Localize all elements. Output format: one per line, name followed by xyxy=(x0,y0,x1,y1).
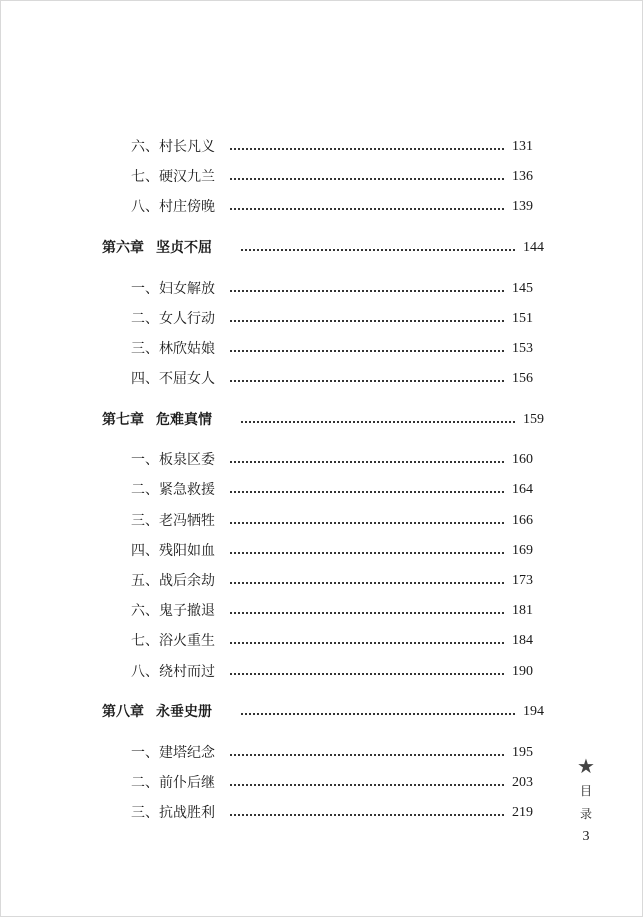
dot-leader xyxy=(230,147,504,150)
dot-leader xyxy=(230,783,504,786)
toc-entry-title: 八、村庄傍晚 xyxy=(131,199,215,215)
toc-chapter-heading[interactable] xyxy=(1,237,549,259)
toc-entry-title: 二、女人行动 xyxy=(131,311,215,327)
toc-entry-page: 194 xyxy=(523,704,544,719)
toc-entry[interactable] xyxy=(1,196,538,218)
chapter-number: 第八章 xyxy=(102,704,144,720)
dot-leader xyxy=(230,207,504,210)
dot-leader xyxy=(241,712,515,715)
toc-entry[interactable] xyxy=(1,802,538,824)
toc-entry-title: 三、林欣姑娘 xyxy=(131,341,215,357)
dot-leader xyxy=(230,753,504,756)
toc-entry-title: 二、前仆后继 xyxy=(131,775,215,791)
toc-entry-page: 156 xyxy=(512,371,533,386)
toc-entry-page: 136 xyxy=(512,169,533,184)
page-number: 3 xyxy=(582,829,590,844)
toc-entry-page: 181 xyxy=(512,603,533,618)
toc-entry-page: 160 xyxy=(512,452,533,467)
toc-entry[interactable] xyxy=(1,661,538,683)
side-label-char: 录 xyxy=(579,807,592,821)
dot-leader xyxy=(230,521,504,524)
toc-entry-page: 173 xyxy=(512,573,533,588)
toc-entry[interactable] xyxy=(1,600,538,622)
toc-entry-title: 三、抗战胜利 xyxy=(131,805,215,821)
toc-entry-title: 七、浴火重生 xyxy=(131,633,215,649)
toc-entry-title: 三、老冯牺牲 xyxy=(131,513,215,529)
toc-entry-page: 184 xyxy=(512,633,533,648)
toc-entry-title: 一、板泉区委 xyxy=(131,452,215,468)
dot-leader xyxy=(241,420,515,423)
toc-entry[interactable] xyxy=(1,570,538,592)
toc-entry-page: 151 xyxy=(512,311,533,326)
dot-leader xyxy=(230,177,504,180)
toc-entry-title: 一、建塔纪念 xyxy=(131,745,215,761)
toc-entry-page: 145 xyxy=(512,281,533,296)
toc-entry[interactable] xyxy=(1,772,538,794)
dot-leader xyxy=(230,551,504,554)
toc-chapter-heading[interactable] xyxy=(1,701,549,723)
dot-leader xyxy=(230,813,504,816)
toc-entry-page: 195 xyxy=(512,745,533,760)
toc-entry-title: 四、残阳如血 xyxy=(131,543,215,559)
toc-entry[interactable] xyxy=(1,540,538,562)
chapter-title: 危难真情 xyxy=(156,412,212,428)
toc-entry[interactable] xyxy=(1,278,538,300)
chapter-title: 永垂史册 xyxy=(156,704,212,720)
dot-leader xyxy=(230,460,504,463)
toc-entry-title: 四、不屈女人 xyxy=(131,371,215,387)
dot-leader xyxy=(230,319,504,322)
side-label xyxy=(573,755,599,845)
toc-entry[interactable] xyxy=(1,308,538,330)
toc-entry[interactable] xyxy=(1,136,538,158)
chapter-number: 第七章 xyxy=(102,412,144,428)
toc-entry[interactable] xyxy=(1,742,538,764)
dot-leader xyxy=(230,672,504,675)
toc-entry-page: 153 xyxy=(512,341,533,356)
toc-entry-page: 144 xyxy=(523,240,544,255)
chapter-number: 第六章 xyxy=(102,240,144,256)
toc-chapter-heading[interactable] xyxy=(1,409,549,431)
toc-entry[interactable] xyxy=(1,166,538,188)
toc-entry[interactable] xyxy=(1,338,538,360)
toc-entry-page: 131 xyxy=(512,139,533,154)
dot-leader xyxy=(230,289,504,292)
toc-entry-title: 七、硬汉九兰 xyxy=(131,169,215,185)
dot-leader xyxy=(230,641,504,644)
toc-entry-page: 219 xyxy=(512,805,533,820)
toc-entry-page: 164 xyxy=(512,482,533,497)
toc-entry-page: 166 xyxy=(512,513,533,528)
table-of-contents xyxy=(1,1,643,918)
toc-entry[interactable] xyxy=(1,630,538,652)
dot-leader xyxy=(230,581,504,584)
toc-entry-title: 八、绕村而过 xyxy=(131,664,215,680)
toc-entry-page: 139 xyxy=(512,199,533,214)
toc-entry-page: 169 xyxy=(512,543,533,558)
side-label-char: 目 xyxy=(579,784,592,798)
toc-entry[interactable] xyxy=(1,449,538,471)
dot-leader xyxy=(230,490,504,493)
toc-entry[interactable] xyxy=(1,510,538,532)
toc-entry-page: 159 xyxy=(523,412,544,427)
toc-entry-page: 190 xyxy=(512,664,533,679)
chapter-title: 坚贞不屈 xyxy=(156,240,212,256)
toc-entry-title: 二、紧急救援 xyxy=(131,482,215,498)
dot-leader xyxy=(241,248,515,251)
dot-leader xyxy=(230,611,504,614)
toc-entry-page: 203 xyxy=(512,775,533,790)
toc-entry-title: 一、妇女解放 xyxy=(131,281,215,297)
toc-entry-title: 六、村长凡义 xyxy=(131,139,215,155)
toc-entry[interactable] xyxy=(1,368,538,390)
toc-entry-title: 五、战后余劫 xyxy=(131,573,215,589)
toc-entry[interactable] xyxy=(1,479,538,501)
dot-leader xyxy=(230,379,504,382)
star-icon: ★ xyxy=(577,754,595,778)
toc-entry-title: 六、鬼子撤退 xyxy=(131,603,215,619)
dot-leader xyxy=(230,349,504,352)
